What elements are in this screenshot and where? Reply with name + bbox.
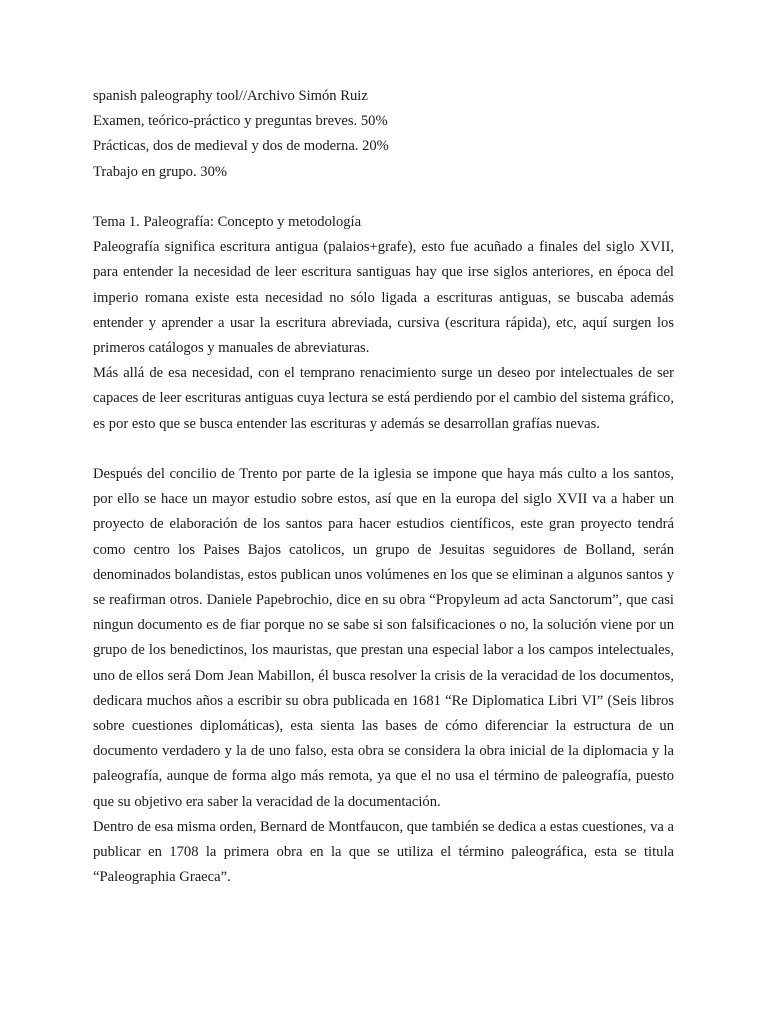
header-line-course-tool: spanish paleography tool//Archivo Simón Ruiz: [93, 88, 368, 104]
paragraph-montfaucon: Dentro de esa misma orden, Bernard de Montfaucon, que también se dedica a estas cuestiones, va a publicar en 1708 la primera obra en la que se utiliza el término paleográfica, esta se titula “Paleographia Graeca”.: [93, 818, 674, 886]
document-page: [93, 84, 674, 890]
section-title: Tema 1. Paleografía: Concepto y metodología: [93, 214, 362, 230]
header-line-exam-weight: Examen, teórico-práctico y preguntas breves. 50%: [93, 113, 388, 130]
paragraph-definition: Paleografía significa escritura antigua (palaios+grafe), esto fue acuñado a finales del siglo XVII, para entender la necesidad de leer escritura santiguas hay que irse siglos anteriores, en época del imperio romana existe esta necesidad no sólo ligada a escrituras antiguas, se buscaba además entender y aprender a usar la escritura abreviada, cursiva (escritura rápida), etc, aquí surgen los primeros catálogos y manuales de abreviaturas.: [93, 239, 674, 357]
paragraph-trento-mabillon: Después del concilio de Trento por parte de la iglesia se impone que haya más culto a los santos, por ello se hace un mayor estudio sobre estos, así que en la europa del siglo XVII va a haber un proyecto de elaboración de los santos para hacer estudios científicos, este gran proyecto tendrá como centro los Paises Bajos catolicos, un grupo de Jesuitas seguidores de Bolland, serán denominados bolandistas, estos publican unos volúmenes en los que se eliminan a algunos santos y se reafirman otros. Daniele Papebrochio, dice en su obra “Propyleum ad acta Sanctorum”, que casi ningun documento es de fiar porque no se sabe si son falsificaciones o no, la solución viene por un grupo de los benedictinos, los mauristas, que prestan una especial labor a los campos intelectuales, uno de ellos será Dom Jean Mabillon, él busca resolver la crisis de la veracidad de los documentos, dedicara muchos años a escribir su obra publicada en 1681 “Re Diplomatica Libri VI” (Seis libros sobre cuestiones diplomáticas), esta sienta las bases de cómo diferenciar la estructura de un documento verdadero y la de uno falso, esta obra se considera la obra inicial de la diplomacia y la paleografía, aunque de forma algo más remota, ya que el no usa el término de paleografía, puesto que su objetivo era saber la veracidad de la documentación.: [93, 466, 674, 810]
header-line-practice-weight: Prácticas, dos de medieval y dos de moderna. 20%: [93, 138, 389, 155]
spacer: [93, 437, 674, 462]
header-line-group-work-weight: Trabajo en grupo. 30%: [93, 163, 228, 180]
spacer: [93, 185, 674, 210]
paragraph-renaissance: Más allá de esa necesidad, con el temprano renacimiento surge un deseo por intelectuales de ser capaces de leer escrituras antiguas cuya lectura se está perdiendo por el cambio del sistema gráfico, es por esto que se busca entender las escrituras y además se desarrollan grafías nuevas.: [93, 365, 674, 432]
